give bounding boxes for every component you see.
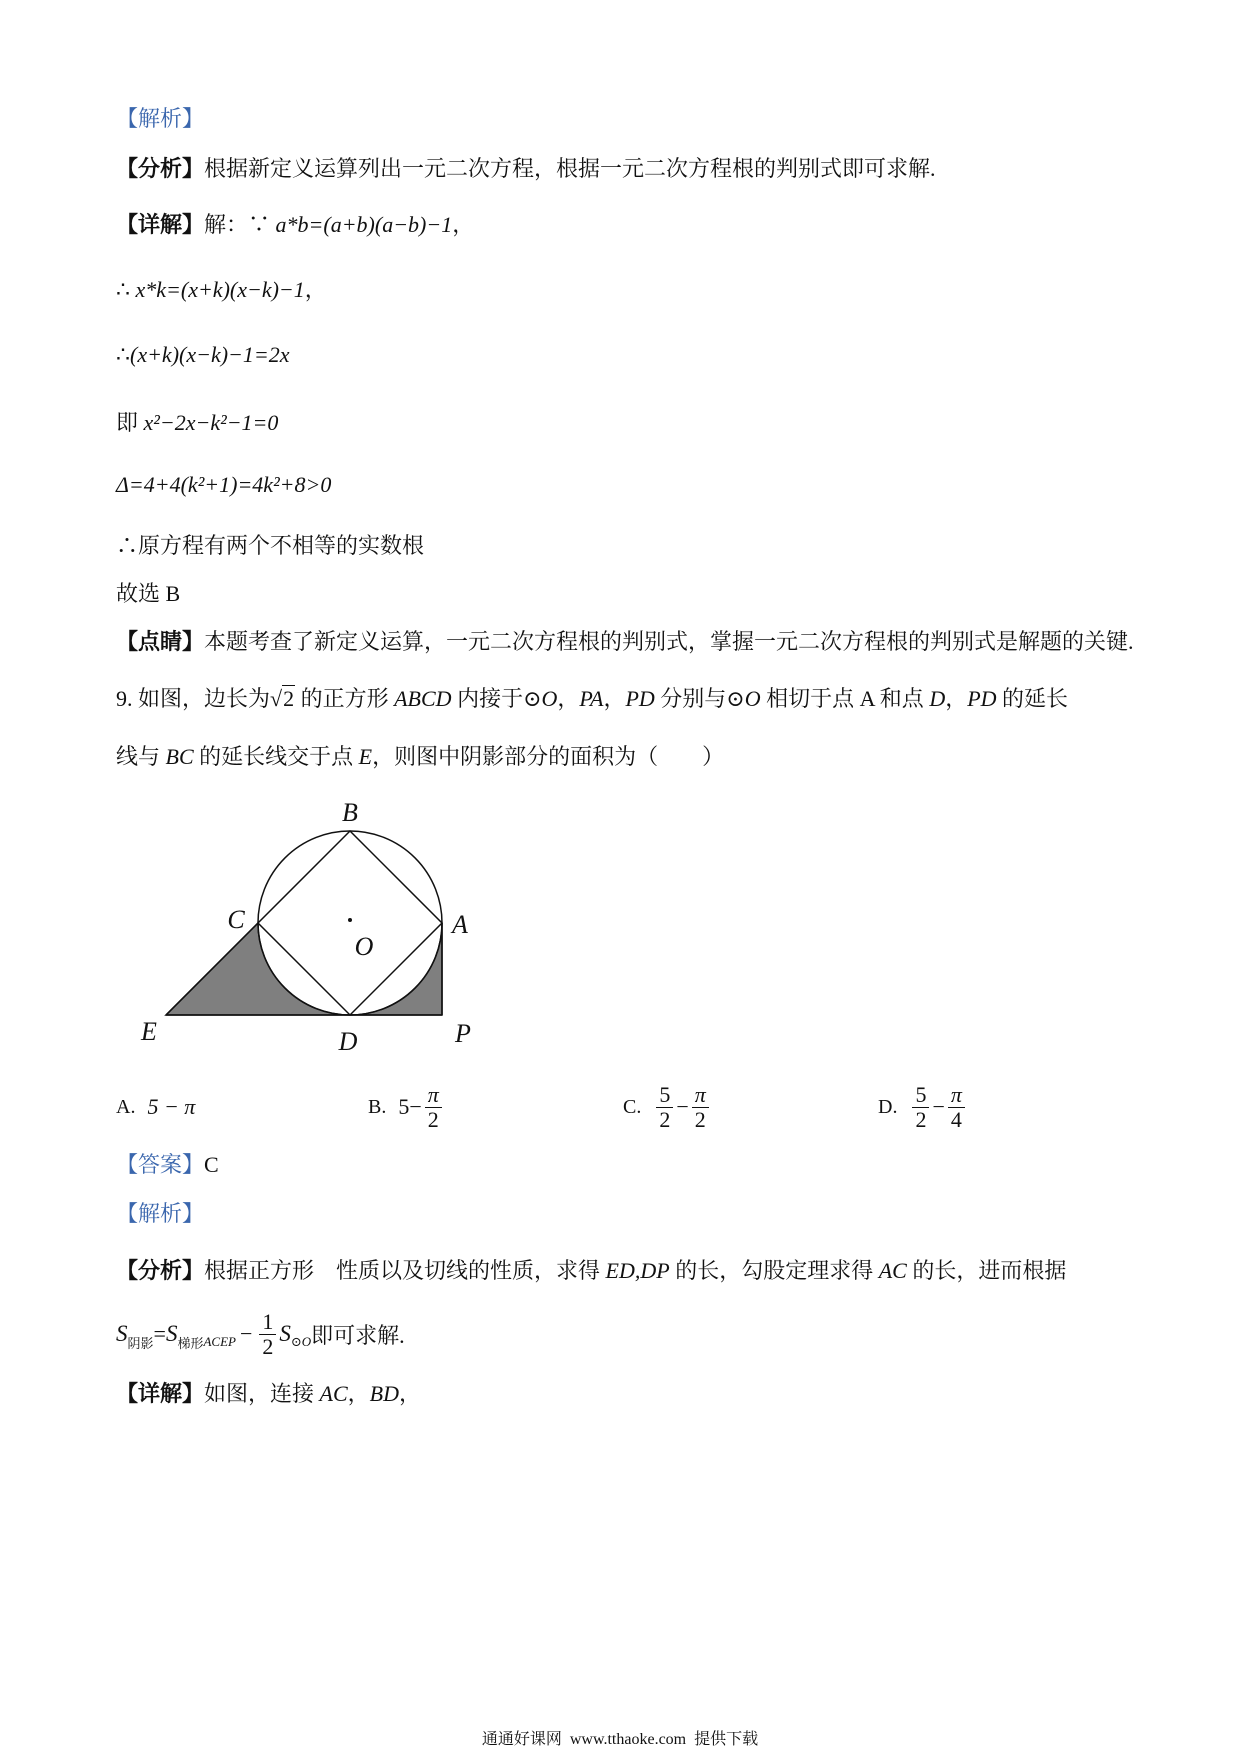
minus-sign: −	[239, 1321, 253, 1346]
math-expression: AC	[878, 1258, 907, 1283]
math-expression: Δ=4+4(k²+1)=4k²+8>0	[116, 472, 332, 497]
text-segment: 9. 如图，边长为	[116, 686, 271, 711]
label-e: E	[141, 1017, 157, 1046]
numerator: 1	[262, 1308, 274, 1334]
text-segment: 的正方形	[295, 686, 395, 711]
detail-step-4	[116, 410, 278, 436]
fraction	[692, 1083, 709, 1132]
s-symbol: S	[279, 1321, 291, 1346]
choice-line	[116, 581, 180, 607]
option-letter: B.	[368, 1095, 387, 1118]
text-segment: ，则图中阴影部分的面积为（ ）	[372, 744, 725, 769]
math-expression: PA	[579, 686, 604, 711]
text-segment: ，	[399, 1381, 422, 1406]
option-c	[623, 1078, 712, 1136]
math-expression: x*k=(x+k)(x−k)−1	[135, 277, 305, 302]
math-expression: O	[744, 686, 761, 711]
detail-line-2	[116, 1381, 421, 1407]
label-o: O	[354, 932, 374, 961]
text-segment: 的长，进而根据	[906, 1258, 1067, 1283]
text-segment: 解：∵	[204, 212, 276, 237]
fraction	[259, 1310, 276, 1359]
text-segment: 分别与⊙	[654, 686, 745, 711]
math-expression: BC	[165, 744, 194, 769]
text-segment: 的延长线交于点	[193, 744, 359, 769]
numerator: π	[694, 1081, 706, 1107]
text-segment: ，	[557, 686, 580, 711]
text-segment: 即	[116, 410, 144, 435]
text-segment: 如图，连接	[204, 1381, 320, 1406]
label-d: D	[338, 1027, 358, 1056]
center-dot	[348, 918, 352, 922]
equals-sign: =	[153, 1321, 166, 1346]
text-segment: 本题考查了新定义运算，一元二次方程根的判别式，掌握一元二次方程根的判别式是解题的关键.	[204, 629, 1134, 654]
section-label: 【详解】	[116, 212, 205, 237]
denominator: 2	[259, 1334, 276, 1359]
option-lead: 5−	[398, 1094, 422, 1119]
detail-step-3	[116, 342, 290, 368]
minus-sign: −	[932, 1094, 945, 1119]
section-label: 【详解】	[116, 1381, 205, 1406]
analysis-line-2	[116, 1258, 1066, 1284]
area-formula	[116, 1306, 405, 1362]
section-label: 【解析】	[116, 106, 205, 131]
s-symbol: S	[165, 1321, 178, 1346]
section-label: 【分析】	[116, 156, 205, 181]
square-abcd	[258, 831, 442, 1015]
text-segment: 线与	[116, 744, 166, 769]
option-d	[878, 1078, 968, 1136]
text-segment: 根据新定义运算列出一元二次方程，根据一元二次方程根的判别式即可求解.	[204, 156, 936, 181]
text-segment: C	[204, 1152, 219, 1177]
section-label: 【点睛】	[116, 629, 205, 654]
text-segment: ，	[452, 212, 475, 237]
text-segment: ，	[945, 686, 968, 711]
math-expression: BD	[369, 1381, 399, 1406]
numerator: π	[427, 1081, 439, 1107]
label-p: P	[455, 1019, 471, 1048]
question-9-line-2	[116, 744, 724, 770]
text-segment: 内接于⊙	[451, 686, 542, 711]
denominator: 2	[656, 1107, 673, 1132]
label-c: C	[227, 905, 245, 934]
fraction	[912, 1083, 929, 1132]
math-expression: AC	[319, 1381, 348, 1406]
option-b	[368, 1078, 445, 1136]
label-a: A	[452, 910, 468, 939]
option-letter: A.	[116, 1095, 136, 1118]
text-segment: ∴	[116, 277, 136, 302]
numerator: 5	[915, 1081, 927, 1107]
option-letter: D.	[878, 1095, 898, 1118]
numerator: π	[950, 1081, 962, 1107]
numerator: 5	[659, 1081, 671, 1107]
radicand: 2	[283, 686, 295, 711]
text-segment: 根据正方形 性质以及切线的性质，求得	[204, 1258, 606, 1283]
text-segment: ，	[347, 1381, 370, 1406]
subscript: ⊙	[290, 1334, 302, 1349]
text-segment: 的长，勾股定理求得	[669, 1258, 879, 1283]
fraction	[425, 1083, 442, 1132]
math-expression: (x+k)(x−k)−1=2x	[130, 342, 290, 367]
text-segment: √	[270, 686, 283, 711]
question-9-line-1	[116, 686, 1068, 712]
text-segment: 故选 B	[116, 581, 181, 606]
math-expression: PD	[967, 686, 997, 711]
text-segment: 相切于点 A 和点	[760, 686, 930, 711]
math-expression: D	[929, 686, 946, 711]
math-expression: a*b=(a+b)(a−b)−1	[275, 212, 453, 237]
text-segment: ，	[304, 277, 327, 302]
subscript: 梯形	[177, 1335, 204, 1351]
subscript-italic: ACEP	[203, 1334, 236, 1349]
denominator: 2	[912, 1107, 929, 1132]
shaded-region-left	[166, 923, 350, 1015]
option-a	[116, 1078, 195, 1136]
detail-step-2	[116, 277, 327, 303]
jiexi-heading-2	[116, 1201, 204, 1227]
option-expression: 5 − π	[147, 1094, 196, 1119]
s-symbol: S	[116, 1321, 128, 1346]
page-footer: 通通好课网 www.tthaoke.com 提供下载	[481, 1731, 759, 1748]
section-label: 【解析】	[116, 1201, 205, 1226]
comment-line	[116, 629, 1134, 655]
minus-sign: −	[676, 1094, 689, 1119]
math-expression: PD	[625, 686, 655, 711]
math-expression: x²−2x−k²−1=0	[143, 410, 279, 435]
fraction	[656, 1083, 673, 1132]
section-label: 【分析】	[116, 1258, 205, 1283]
subscript-italic: O	[301, 1334, 312, 1349]
jiexi-heading	[116, 106, 204, 132]
subscript: 阴影	[127, 1335, 154, 1351]
math-expression: O	[541, 686, 558, 711]
conclusion-line	[116, 533, 424, 559]
analysis-line	[116, 156, 936, 182]
option-letter: C.	[623, 1095, 642, 1118]
label-b: B	[342, 798, 358, 827]
denominator: 2	[692, 1107, 709, 1132]
math-expression: ED,DP	[605, 1258, 670, 1283]
geometry-figure	[130, 790, 490, 1070]
text-segment: ∴	[116, 342, 130, 367]
detail-step-1	[116, 212, 474, 238]
circle-o	[258, 831, 442, 1015]
answer-line	[116, 1152, 219, 1178]
math-expression: ABCD	[394, 686, 452, 711]
math-expression: E	[358, 744, 373, 769]
text-segment: ∴原方程有两个不相等的实数根	[116, 533, 425, 558]
text-segment: 的延长	[996, 686, 1069, 711]
section-label: 【答案】	[116, 1152, 205, 1177]
formula-tail: 即可求解.	[311, 1322, 405, 1348]
text-segment: ，	[603, 686, 626, 711]
discriminant-line	[116, 472, 331, 498]
fraction	[948, 1083, 965, 1132]
denominator: 2	[425, 1107, 442, 1132]
denominator: 4	[948, 1107, 965, 1132]
